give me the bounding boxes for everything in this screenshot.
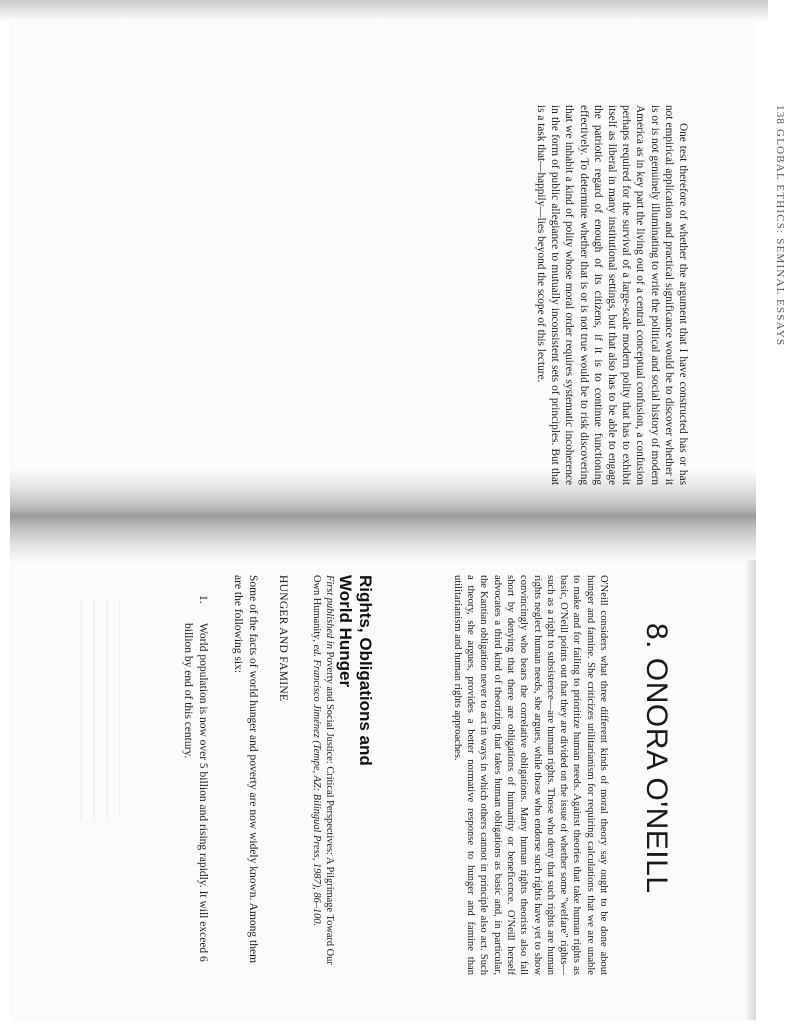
section-heading: HUNGER AND FAMINE	[277, 575, 289, 702]
credit-suffix: , ed. Francisco Jiménez (Tempe, AZ: Bilingual Press, 1987), 86–100.	[311, 639, 323, 927]
page-edge-shadow	[746, 560, 756, 1020]
lower-page	[40, 575, 673, 975]
credit-source: Poverty and Social Justice: Critical Perspectives: A Pilgrimage Toward Our Own Humanity	[311, 575, 335, 965]
chapter-intro: O'Neill considers what three different kinds of moral theory say ought to be done about hunger and famine. She criticizes utilitarianism for requiring calculations that we are unable to make and for failing to prioritize human needs. Against theories that take human rights as basic, O'Neill points out that they are divided on the issue of whether some "welfare" rights—such as a right to subsistence—are human rights. Those who deny that such rights are human rights neglect human needs, she argues, while those who endorse such rights have yet to show convincingly who bears the correlative obligations. Many human rights theorists also fall short by denying that there are obligations of humanity or beneficence. O'Neill herself advocates a third kind of theorizing that takes human obligations as basic and, in particular, the Kantian obligation never to act in ways in which others cannot in principle also act. Such a theory, she argues, provides a better normative response to hunger and famine than utilitarianism and human rights approaches.	[451, 575, 609, 975]
essay-title-line1: Rights, Obligations and	[356, 575, 375, 766]
list-item-text: World population is now over 5 billion and rising rapidly. It will exceed 6 billion by end of this century.	[182, 623, 209, 962]
publication-credit	[310, 575, 335, 975]
essay-title	[335, 575, 375, 975]
upper-page	[460, 105, 786, 485]
list-item-number: 1.	[197, 595, 209, 604]
closing-paragraph-text: One test therefore of whether the argument that I have constructed has or has not empirical application and practical significance would be to discover whether it is or is not genuinely illuminating to write the political and social history of modern America as in key part the living out of a central conceptual confusion, a confusion perhaps required for the survival of a large-scale modern polity that has to exhibit itself as liberal in many institutional settings, but that also has to be able to engage the patriotic regard of enough of its citizens, if it is to continue functioning effectively. To determine whether that is or is not true would be to risk discovering that we inhabit a kind of polity whose moral order requires systematic incoherence in the form of public allegiance to mutually inconsistent sets of principles. But that is a task that—happily—lies beyond the scope of this lecture.	[534, 105, 689, 485]
essay-title-line2: World Hunger	[336, 575, 355, 688]
closing-paragraph	[534, 105, 690, 485]
section-paragraph: Some of the facts of world hunger and poverty are now widely known. Among them are the following six:	[232, 575, 259, 964]
credit-prefix: First published in	[324, 575, 335, 652]
chapter-title: 8. ONORA O'NEILL	[640, 623, 673, 894]
scan-top-shadow	[0, 0, 768, 22]
running-head: 138 GLOBAL ETHICS: SEMINAL ESSAYS	[774, 105, 786, 347]
